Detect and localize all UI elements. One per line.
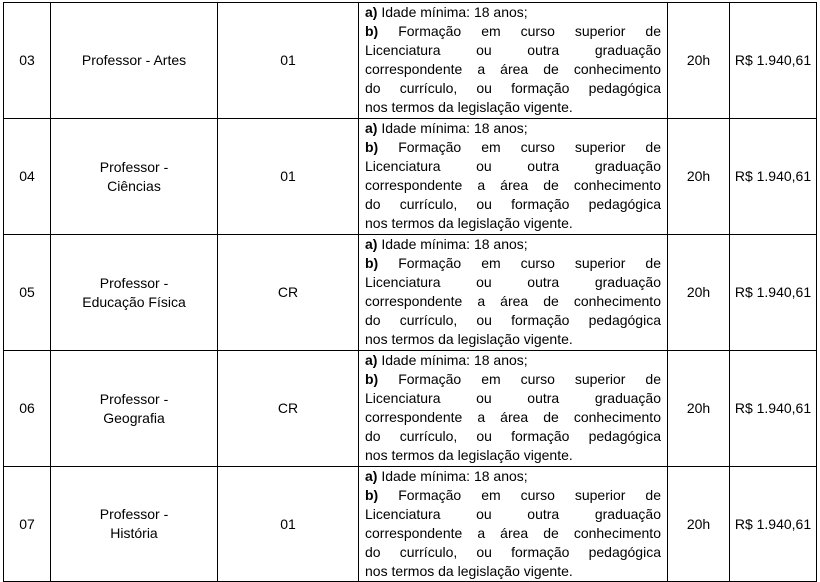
requirement-a-label: a): [365, 4, 378, 20]
code-cell: 05: [4, 235, 51, 351]
requirement-b-line: [365, 408, 661, 427]
salary-cell: R$ 1.940,61: [730, 3, 817, 119]
requirement-a: [365, 467, 661, 486]
code-cell: 07: [4, 467, 51, 582]
requirement-b-line: [365, 370, 661, 389]
requirement-b-text: nos termos da legislação vigente.: [365, 447, 573, 463]
requirement-b-text: Formação em curso superior de: [378, 23, 661, 39]
requirement-b-text: Formação em curso superior de: [378, 139, 661, 155]
requirement-b-line: [365, 311, 661, 330]
requirement-b-line: [365, 505, 661, 524]
requirement-b-line: [365, 427, 661, 446]
requirement-a-text: Idade mínima: 18 anos;: [377, 468, 528, 484]
requirement-a-text: Idade mínima: 18 anos;: [377, 352, 528, 368]
requirement-b-line: [365, 254, 661, 273]
requirement-b-line: [365, 22, 661, 41]
requirement-b-line: [365, 195, 661, 214]
requirement-b-label: b): [365, 139, 379, 155]
requirement-b-line: [365, 330, 661, 349]
requirement-a-label: a): [365, 120, 378, 136]
cargo-line: Geografia: [103, 409, 165, 426]
cargo-line: Professor -: [99, 158, 169, 175]
cargo-line: Educação Física: [82, 293, 186, 310]
workload-cell: 20h: [668, 119, 730, 235]
requirement-a: [365, 119, 661, 138]
cargo-line: Professor -: [99, 506, 169, 522]
requirement-a-text: Idade mínima: 18 anos;: [377, 120, 528, 136]
requirement-b-text: Formação em curso superior de: [378, 371, 661, 387]
cargo-cell: [51, 351, 218, 467]
cargo-line: Professor -: [99, 390, 169, 407]
vagas-cell: 01: [218, 119, 359, 235]
requirement-b-text: nos termos da legislação vigente.: [365, 331, 573, 347]
requirement-a-label: a): [365, 352, 378, 368]
cargo-line: Professor - Artes: [81, 52, 187, 68]
requirement-b-text: do currículo, ou formação pedagógica: [365, 544, 661, 560]
requirement-b-line: [365, 543, 661, 562]
workload-cell: 20h: [668, 467, 730, 582]
requirements-cell: [359, 467, 668, 582]
requirements-cell: [359, 3, 668, 119]
requirement-b-text: Licenciatura ou outra graduação: [365, 274, 661, 290]
requirement-b-label: b): [365, 371, 379, 387]
requirement-a-label: a): [365, 236, 378, 252]
requirement-b-label: b): [365, 487, 379, 503]
requirement-b-text: Licenciatura ou outra graduação: [365, 42, 661, 58]
requirement-b-text: nos termos da legislação vigente.: [365, 99, 573, 115]
workload-cell: 20h: [668, 3, 730, 119]
requirements-cell: [359, 235, 668, 351]
cargo-line: Ciências: [107, 177, 161, 194]
requirement-b-label: b): [365, 255, 379, 271]
requirement-b-text: do currículo, ou formação pedagógica: [365, 196, 661, 212]
requirement-b-text: Licenciatura ou outra graduação: [365, 506, 661, 522]
vagas-cell: CR: [218, 351, 359, 467]
salary-cell: R$ 1.940,61: [730, 467, 817, 582]
requirement-b-line: [365, 292, 661, 311]
requirement-b-text: correspondente a área de conhecimento: [365, 293, 661, 309]
requirement-b-line: [365, 41, 661, 60]
code-cell: 06: [4, 351, 51, 467]
requirement-a-text: Idade mínima: 18 anos;: [377, 4, 528, 20]
requirement-b-text: Licenciatura ou outra graduação: [365, 158, 661, 174]
requirement-b-text: do currículo, ou formação pedagógica: [365, 80, 661, 96]
cargo-line: História: [110, 525, 158, 541]
table-row: [4, 119, 817, 235]
requirement-b-line: [365, 157, 661, 176]
requirement-b-line: [365, 138, 661, 157]
requirement-b-text: correspondente a área de conhecimento: [365, 525, 661, 541]
cargo-cell: [51, 119, 218, 235]
requirement-b-label: b): [365, 23, 379, 39]
requirement-b-line: [365, 98, 661, 117]
table-row: [4, 235, 817, 351]
requirement-b-text: do currículo, ou formação pedagógica: [365, 428, 661, 444]
requirement-b-line: [365, 273, 661, 292]
requirement-b-line: [365, 446, 661, 465]
salary-cell: R$ 1.940,61: [730, 119, 817, 235]
requirement-b-text: do currículo, ou formação pedagógica: [365, 312, 661, 328]
workload-cell: 20h: [668, 351, 730, 467]
cargo-cell: [51, 235, 218, 351]
requirement-b-line: [365, 79, 661, 98]
cargo-cell: [51, 467, 218, 582]
salary-cell: R$ 1.940,61: [730, 235, 817, 351]
positions-table: [3, 2, 817, 582]
requirement-b-text: nos termos da legislação vigente.: [365, 215, 573, 231]
positions-table-body: [4, 3, 817, 582]
requirement-b-text: Formação em curso superior de: [378, 255, 661, 271]
code-cell: 03: [4, 3, 51, 119]
requirement-a-text: Idade mínima: 18 anos;: [377, 236, 528, 252]
requirement-a: [365, 3, 661, 22]
requirement-a-label: a): [365, 468, 378, 484]
requirements-cell: [359, 119, 668, 235]
workload-cell: 20h: [668, 235, 730, 351]
table-row: [4, 3, 817, 119]
requirement-b-line: [365, 389, 661, 408]
requirement-b-line: [365, 524, 661, 543]
salary-cell: R$ 1.940,61: [730, 351, 817, 467]
requirement-b-text: nos termos da legislação vigente.: [365, 563, 573, 579]
requirement-b-text: Formação em curso superior de: [378, 487, 661, 503]
requirement-b-text: correspondente a área de conhecimento: [365, 61, 661, 77]
requirement-b-line: [365, 60, 661, 79]
vagas-cell: CR: [218, 235, 359, 351]
requirement-b-line: [365, 486, 661, 505]
requirement-a: [365, 351, 661, 370]
requirement-b-text: correspondente a área de conhecimento: [365, 177, 661, 193]
vagas-cell: 01: [218, 3, 359, 119]
vagas-cell: 01: [218, 467, 359, 582]
requirement-b-line: [365, 562, 661, 581]
cargo-cell: [51, 3, 218, 119]
table-row: [4, 467, 817, 582]
requirement-b-text: correspondente a área de conhecimento: [365, 409, 661, 425]
requirement-b-line: [365, 214, 661, 233]
cargo-line: Professor -: [99, 274, 169, 291]
table-row: [4, 351, 817, 467]
requirement-a: [365, 235, 661, 254]
requirement-b-text: Licenciatura ou outra graduação: [365, 390, 661, 406]
requirements-cell: [359, 351, 668, 467]
code-cell: 04: [4, 119, 51, 235]
requirement-b-line: [365, 176, 661, 195]
